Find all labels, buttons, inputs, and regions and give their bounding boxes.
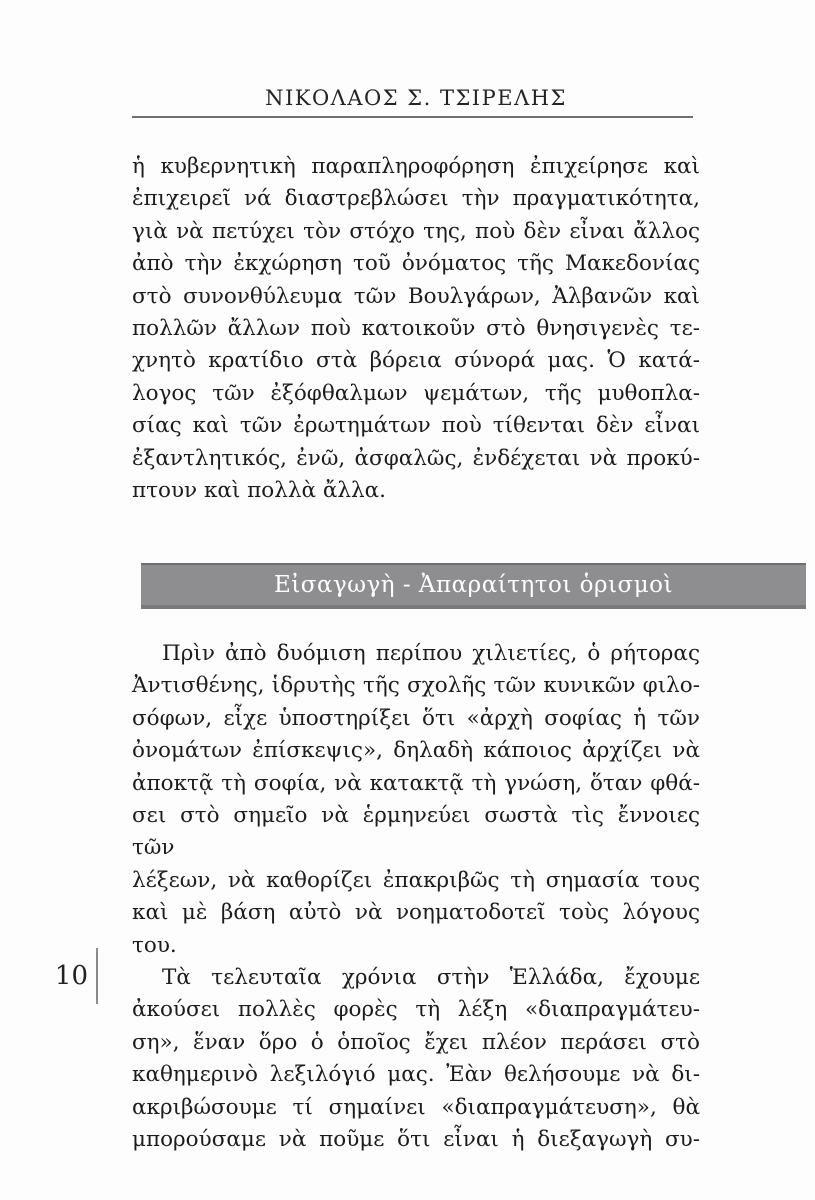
text-line: ακριβώσουμε τί σημαίνει «διαπραγμάτευση», θὰ <box>132 1094 700 1120</box>
text-line: Πρὶν ἀπὸ δυόμιση περίπου χιλιετίες, ὁ ρήτορας <box>162 641 700 666</box>
text-line: καὶ μὲ βάση αὐτὸ νὰ νοηματοδοτεῖ τοὺς λόγους του. <box>132 900 700 958</box>
text-line: Τὰ τελευταῖα χρόνια στὴν Ἑλλάδα, ἔχουμε <box>162 965 700 991</box>
text-line: ἀκούσει πολλὲς φορὲς τὴ λέξη «διαπραγμάτευ- <box>132 997 700 1023</box>
text-line: σίας καὶ τῶν ἐρωτημάτων ποὺ τίθενται δὲν εἶναι <box>132 413 700 439</box>
text-line: μπορούσαμε νὰ ποῦμε ὅτι εἶναι ἡ διεξαγωγὴ συ- <box>132 1127 700 1153</box>
text-line: πολλῶν ἄλλων ποὺ κατοικοῦν στὸ θνησιγενὲς τε- <box>132 316 700 342</box>
page-number: 10 <box>54 961 88 991</box>
text-line: ὀνομάτων ἐπίσκεψις», δηλαδὴ κάποιος ἀρχίζει νὰ <box>132 738 700 764</box>
text-line: λέξεων, νὰ καθορίζει ἐπακριβῶς τὴ σημασία τους <box>132 867 700 893</box>
text-line: ἀπὸ τὴν ἐκχώρηση τοῦ ὀνόματος τῆς Μακεδονίας <box>132 251 700 277</box>
text-line: ἡ κυβερνητικὴ παραπληροφόρηση ἐπιχείρησε καὶ <box>132 154 700 179</box>
text-line: πτουν καὶ πολλὰ ἄλλα. <box>132 478 386 504</box>
text-line: στὸ συνονθύλευμα τῶν Βουλγάρων, Ἀλβανῶν καὶ <box>132 283 700 309</box>
body-text-block <box>132 638 700 1157</box>
paragraph <box>132 638 700 962</box>
text-line: καθημερινὸ λεξιλόγιό μας. Ἐὰν θελήσουμε νὰ δι- <box>132 1062 700 1088</box>
text-line: σει στὸ σημεῖο νὰ ἑρμηνεύει σωστὰ τὶς ἔννοιες τῶν <box>132 803 700 861</box>
text-line: ἐξαντλητικός, ἐνῶ, ἀσφαλῶς, ἐνδέχεται νὰ προκύ- <box>132 445 700 471</box>
running-header-author: ΝΙΚΟΛΑΟΣ Σ. ΤΣΙΡΕΛΗΣ <box>265 86 567 110</box>
text-line: χνητὸ κρατίδιο στὰ βόρεια σύνορά μας. Ὁ κατά- <box>132 348 700 374</box>
text-line: γιὰ νὰ πετύχει τὸν στόχο της, ποὺ δὲν εἶναι ἄλλος <box>132 218 700 244</box>
text-line: Ἀντισθένης, ἱδρυτὴς τῆς σχολῆς τῶν κυνικῶν φιλο- <box>132 673 700 699</box>
paragraph-continuation <box>132 151 700 507</box>
text-line: ἀποκτᾷ τὴ σοφία, νὰ κατακτᾷ τὴ γνώση, ὅταν φθά- <box>132 770 700 796</box>
text-line: λογος τῶν ἐξόφθαλμων ψεμάτων, τῆς μυθοπλα- <box>132 380 700 406</box>
section-heading-banner <box>141 563 806 609</box>
text-line: σόφων, εἶχε ὑποστηρίξει ὅτι «ἀρχὴ σοφίας ἡ τῶν <box>132 705 700 731</box>
header-rule <box>132 116 693 118</box>
page-number-margin-rule <box>96 948 98 1004</box>
text-line: ἐπιχειρεῖ νά διαστρεβλώσει τὴν πραγματικότητα, <box>132 186 700 212</box>
paragraph <box>132 962 700 1156</box>
text-line: ση», ἕναν ὅρο ὁ ὁποῖος ἔχει πλέον περάσει στὸ <box>132 1029 700 1055</box>
section-heading: Εἰσαγωγὴ - Ἀπαραίτητοι ὁρισμοὶ <box>273 572 674 598</box>
